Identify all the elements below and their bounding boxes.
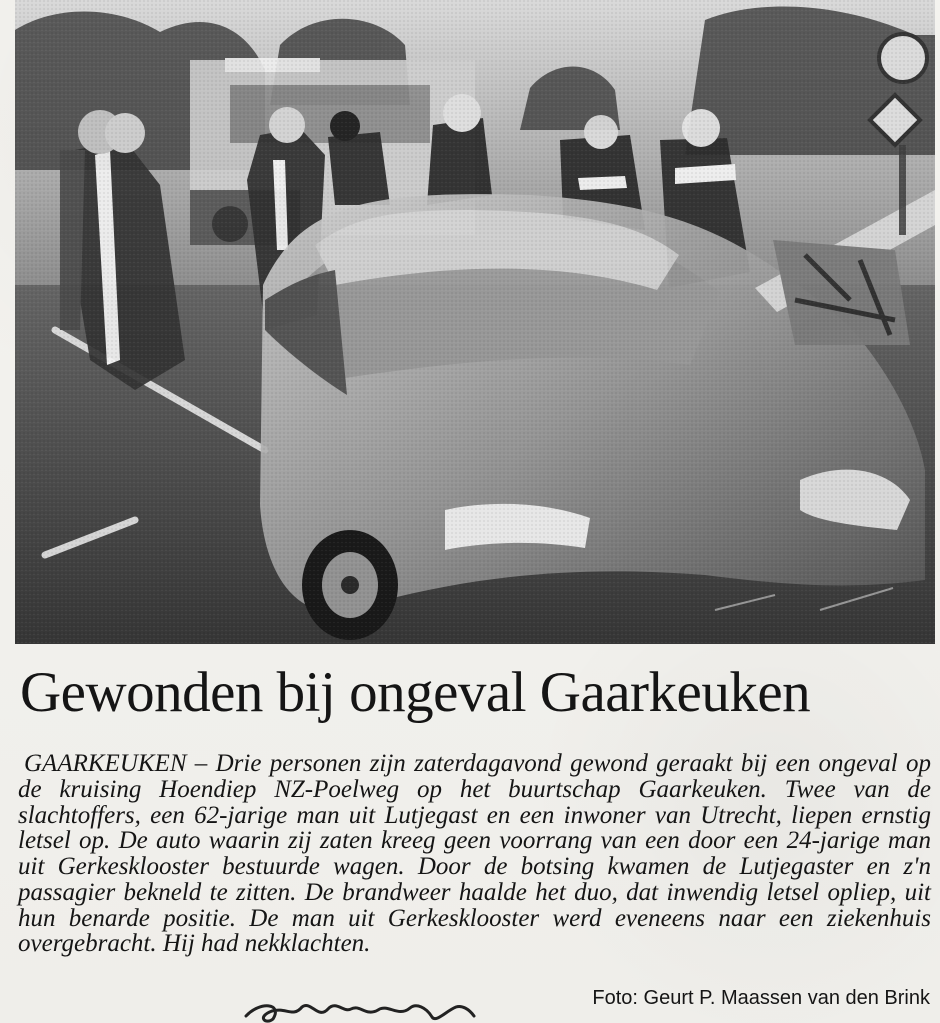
photo-credit: Foto: Geurt P. Maassen van den Brink — [592, 987, 930, 1009]
accident-photo — [15, 0, 935, 644]
article-body: GAARKEUKEN – Drie personen zijn zaterdagavond gewond geraakt bij een ongeval op de kruising Hoendiep NZ-Poelweg op het buurtschap Gaarkeuken. Twee van de slachtoffers, een 62-jarige man uit Lutjegast en een inwoner van Utrecht, liepen ernstig letsel op. De auto waarin zij zaten kreeg geen voorrang van een door een 24-jarige man uit Gerkesklooster bestuurde wagen. Door de botsing kwamen de Lutjegaster en z'n passagier bekneld te zitten. De brandweer haalde het duo, dat inwendig letsel opliep, uit hun benarde positie. De man uit Gerkesklooster werd eveneens naar een ziekenhuis overgebracht. Hij had nekklachten. — [18, 750, 931, 958]
handwritten-note-mark — [238, 999, 478, 1023]
article-headline: Gewonden bij ongeval Gaarkeuken — [20, 661, 811, 724]
